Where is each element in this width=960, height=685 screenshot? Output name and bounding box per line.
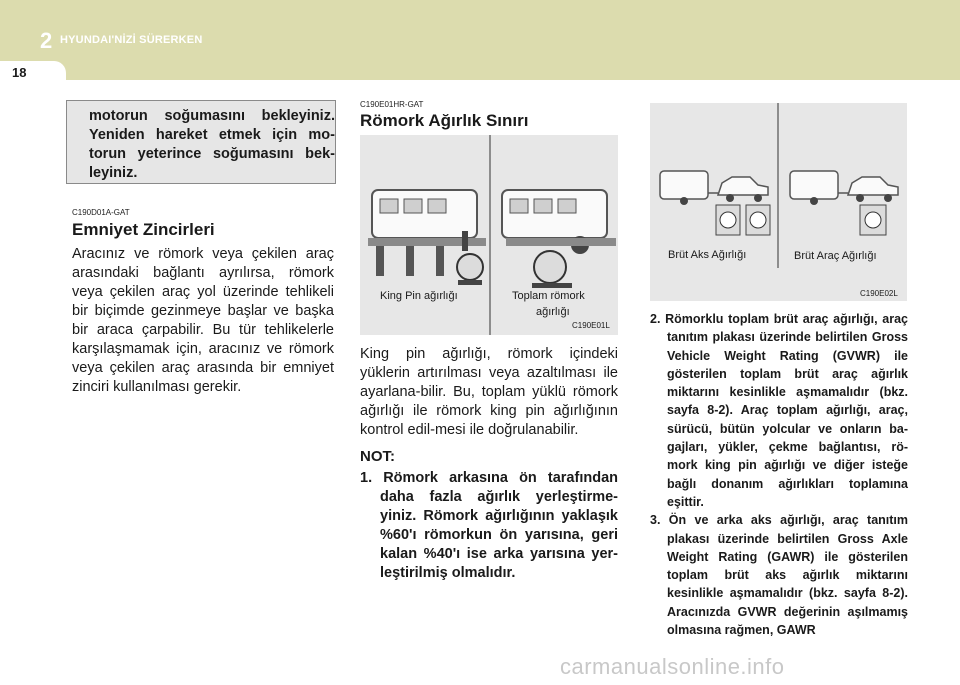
warning-box bbox=[66, 100, 336, 184]
list-item: 2. Römorklu toplam brüt araç ağırlığı, araç tanıtım plakası üzerinde belirtilen Gross Vehicle Weight Rating (GVWR) ile gösterilen toplam brüt araç ağırlık miktarını kesinlikle aşmamalıdır (bkz. sayfa 8-2). Araç toplam ağırlığı, araç, sürücü, bütün yolcular ve onların ba-gajları, yükler, çekme bağlantısı, rö-mork king pin ağırlığı ve diğer isteğe bağlı donanım ağırlıkları toplamına eşittir. bbox=[650, 312, 908, 509]
chapter-number: 2 bbox=[40, 28, 53, 53]
figure-code: C190E01L bbox=[572, 321, 610, 330]
chapter-title: HYUNDAI'NİZİ SÜRERKEN bbox=[60, 34, 203, 46]
figure-label-total-trailer-2: ağırlığı bbox=[536, 306, 570, 318]
figure-code: C190E02L bbox=[860, 289, 898, 298]
figure-label-king-pin: King Pin ağırlığı bbox=[380, 290, 458, 302]
axle-weight-figure bbox=[650, 103, 907, 301]
section-body: King pin ağırlığı, römork içindeki yüklerin artırılması veya azaltılması ile ayarlana-bilir. Bu, toplam yüklü römork ağırlığı ile römork king pin ağırlığının kontrol edil-mesi ile doğrulanabilir. bbox=[360, 346, 618, 438]
note-title: NOT: bbox=[360, 448, 395, 465]
note-list bbox=[360, 469, 618, 583]
list-item: 3. Ön ve arka aks ağırlığı, araç tanıtım plakası üzerinde belirtilen Gross Axle Weight Rating (GAWR) ile gösterilen toplam brüt aks ağırlık miktarını kesinlikle aşmamalıdır (bkz. sayfa 8-2). Aracınızda GVWR değerinin aşılmamış olmasına rağmen, GAWR bbox=[650, 513, 908, 638]
section-heading: Emniyet Zincirleri bbox=[72, 220, 215, 239]
axle-weight-illustration bbox=[650, 103, 907, 301]
section-code: C190D01A-GAT bbox=[72, 208, 130, 217]
watermark: carmanualsonline.info bbox=[560, 654, 785, 679]
section-code: C190E01HR-GAT bbox=[360, 100, 424, 109]
section-body: Aracınız ve römork veya çekilen araç arasındaki bağlantı ayrılırsa, römork veya çekilen araç yol üzerinde tehlikeli bir biçimde gezinmeye başlar ve başka bir araca çarpabilir. Bu tür tehlikelerle karşılaşmamak için, aracınız ve römork veya çekilen araç arasında bir emniyet zinciri kullanılması gerekir. bbox=[72, 246, 334, 395]
section-heading: Römork Ağırlık Sınırı bbox=[360, 111, 529, 130]
page-number: 18 bbox=[12, 65, 27, 80]
king-pin-weight-illustration bbox=[360, 135, 618, 335]
figure-label-total-trailer: Toplam römork bbox=[512, 290, 585, 302]
figure-label-vehicle: Brüt Araç Ağırlığı bbox=[794, 250, 877, 262]
note-item: 1. Römork arkasına ön tarafından daha fazla ağırlık yerleştirme-yiniz. Römork ağırlığının yaklaşık %60'ı römorkun ön yarısına, geri kalan %40'ı ise arka yarısına yer-leştirilmiş olmalıdır. bbox=[360, 470, 618, 581]
king-pin-weight-figure bbox=[360, 135, 618, 335]
warning-text: motorun soğumasını bekleyiniz. Yeniden hareket etmek için mo-torun yeterince soğumasını bek-leyiniz. bbox=[89, 108, 335, 181]
numbered-list bbox=[650, 310, 908, 639]
page-number-tab bbox=[0, 61, 66, 83]
figure-label-axle: Brüt Aks Ağırlığı bbox=[668, 249, 747, 261]
